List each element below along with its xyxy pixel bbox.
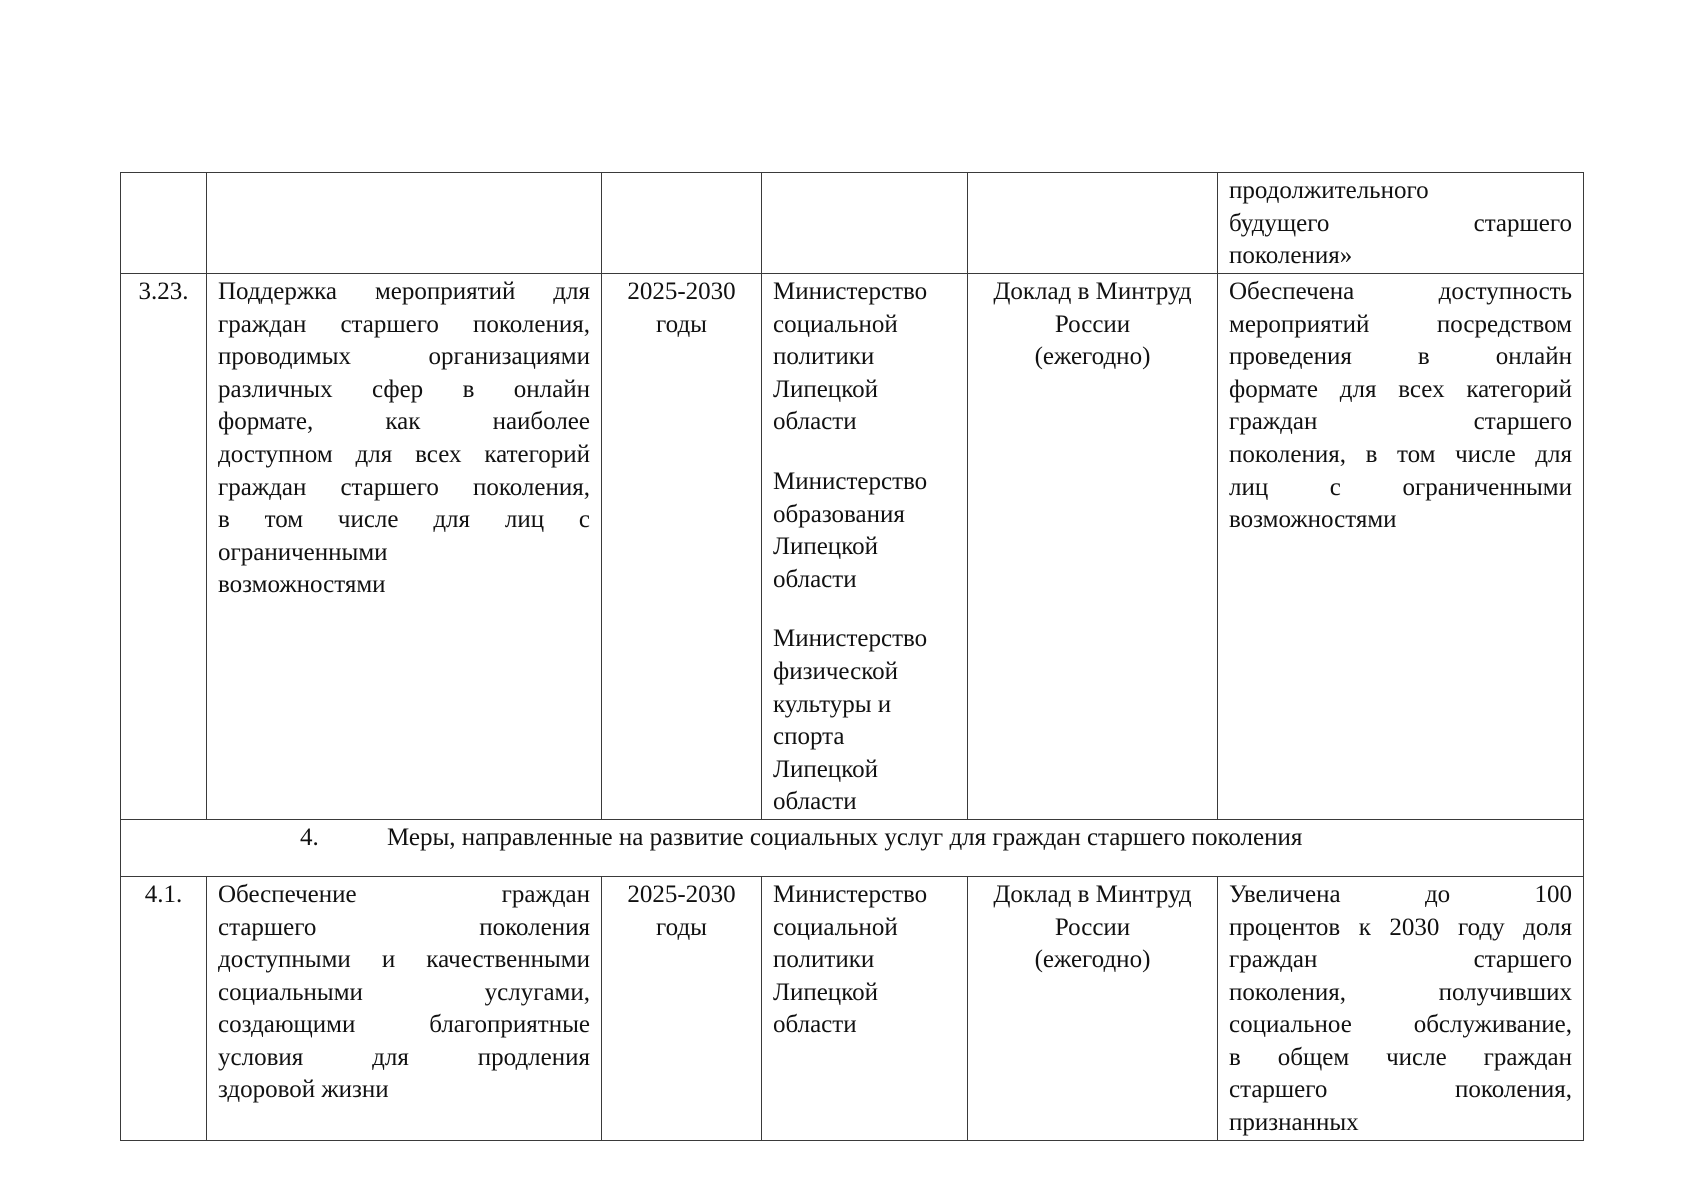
result-cell xyxy=(1218,173,1584,274)
result-line: проведения в онлайн xyxy=(1229,343,1572,371)
control-line: Доклад в Минтруд xyxy=(993,278,1192,305)
org-line: Министерство xyxy=(773,625,928,653)
period-cell xyxy=(602,173,762,274)
measure-line: социальными услугами, xyxy=(218,978,590,1006)
org-line: Липецкой xyxy=(773,375,878,403)
responsible-org xyxy=(773,276,956,439)
row-number: 3.23. xyxy=(138,278,189,305)
result-line: граждан старшего xyxy=(1229,946,1572,974)
org-line: Министерство xyxy=(773,880,928,908)
row-number: 4.1. xyxy=(144,880,183,908)
section-heading-cell xyxy=(121,819,1584,876)
control-line: России xyxy=(1054,913,1131,941)
row-number-cell xyxy=(121,274,207,820)
measure-cell xyxy=(207,274,602,820)
table-row-continuation xyxy=(121,173,1584,274)
section-title: Меры, направленные на развитие социальных услуг для граждан старшего поколения xyxy=(387,823,1303,851)
org-line: Министерство xyxy=(773,278,928,305)
measure-line: возможностями xyxy=(218,571,386,599)
measures-table xyxy=(120,172,1584,1141)
result-line: признанных xyxy=(1229,1109,1359,1137)
row-number-cell xyxy=(121,173,207,274)
result-line: социальное обслуживание, xyxy=(1229,1011,1572,1039)
period-cell xyxy=(602,876,762,1140)
period-line: 2025-2030 xyxy=(627,880,736,908)
org-line: области xyxy=(773,408,857,436)
org-line: Липецкой xyxy=(773,978,878,1006)
period-line: годы xyxy=(656,913,707,941)
measure-line: Обеспечение граждан xyxy=(218,880,590,908)
org-line: политики xyxy=(773,946,875,974)
result-line: возможностями xyxy=(1229,506,1397,534)
measure-line: здоровой жизни xyxy=(218,1076,389,1104)
org-line: Министерство xyxy=(773,467,928,495)
section-number: 4. xyxy=(300,823,319,851)
measure-line: доступными и качественными xyxy=(218,946,590,974)
result-line: старшего поколения, xyxy=(1229,1076,1572,1104)
org-line: социальной xyxy=(773,310,898,338)
measure-line: в том числе для лиц с xyxy=(218,506,590,534)
measure-line: создающими благоприятные xyxy=(218,1011,590,1039)
result-line: формате для всех категорий xyxy=(1229,375,1572,403)
result-cell xyxy=(1218,876,1584,1140)
responsible-cell xyxy=(762,173,968,274)
table-row-4-1 xyxy=(121,876,1584,1140)
measure-line: формате, как наиболее xyxy=(218,408,590,436)
org-line: физической xyxy=(773,657,898,685)
org-line: культуры и xyxy=(773,690,892,718)
org-line: области xyxy=(773,1011,857,1039)
org-line: области xyxy=(773,788,857,816)
section-heading-row xyxy=(121,819,1584,876)
responsible-org xyxy=(773,623,956,819)
responsible-org xyxy=(773,879,956,1042)
period-cell xyxy=(602,274,762,820)
measure-line: доступном для всех категорий xyxy=(218,440,590,468)
measure-line: старшего поколения xyxy=(218,913,590,941)
measure-line: различных сфер в онлайн xyxy=(218,375,590,403)
control-line: (ежегодно) xyxy=(1034,343,1151,371)
control-cell xyxy=(968,274,1218,820)
measure-line: ограниченными xyxy=(218,538,388,566)
control-cell xyxy=(968,173,1218,274)
measure-line: Поддержка мероприятий для xyxy=(218,278,590,305)
org-line: спорта xyxy=(773,723,845,751)
measure-line: граждан старшего поколения, xyxy=(218,473,590,501)
result-line: продолжительного xyxy=(1229,177,1429,204)
org-line: образования xyxy=(773,500,905,528)
measure-cell xyxy=(207,876,602,1140)
control-line: России xyxy=(1054,310,1131,338)
result-line: мероприятий посредством xyxy=(1229,310,1572,338)
result-line: Обеспечена доступность xyxy=(1229,278,1572,305)
result-line: процентов к 2030 году доля xyxy=(1229,913,1572,941)
result-line: Увеличена до 100 xyxy=(1229,880,1572,908)
result-line: поколения, в том числе для xyxy=(1229,440,1572,468)
measure-line: условия для продления xyxy=(218,1043,590,1071)
result-cell xyxy=(1218,274,1584,820)
control-cell xyxy=(968,876,1218,1140)
result-line: граждан старшего xyxy=(1229,408,1572,436)
period-line: 2025-2030 xyxy=(627,278,736,305)
result-line: будущего старшего xyxy=(1229,209,1572,237)
control-line: (ежегодно) xyxy=(1034,946,1151,974)
table-row-3-23 xyxy=(121,274,1584,820)
org-line: Липецкой xyxy=(773,533,878,561)
org-line: социальной xyxy=(773,913,898,941)
result-line: в общем числе граждан xyxy=(1229,1043,1572,1071)
org-line: политики xyxy=(773,343,875,371)
org-line: области xyxy=(773,565,857,593)
measure-line: граждан старшего поколения, xyxy=(218,310,590,338)
period-line: годы xyxy=(656,310,707,338)
measure-line: проводимых организациями xyxy=(218,343,590,371)
result-line: поколения, получивших xyxy=(1229,978,1572,1006)
responsible-org xyxy=(773,466,956,596)
result-line: поколения» xyxy=(1229,242,1353,270)
measure-cell xyxy=(207,173,602,274)
org-line: Липецкой xyxy=(773,755,878,783)
result-line: лиц с ограниченными xyxy=(1229,473,1572,501)
responsible-cell xyxy=(762,274,968,820)
row-number-cell xyxy=(121,876,207,1140)
control-line: Доклад в Минтруд xyxy=(993,880,1192,908)
responsible-cell xyxy=(762,876,968,1140)
